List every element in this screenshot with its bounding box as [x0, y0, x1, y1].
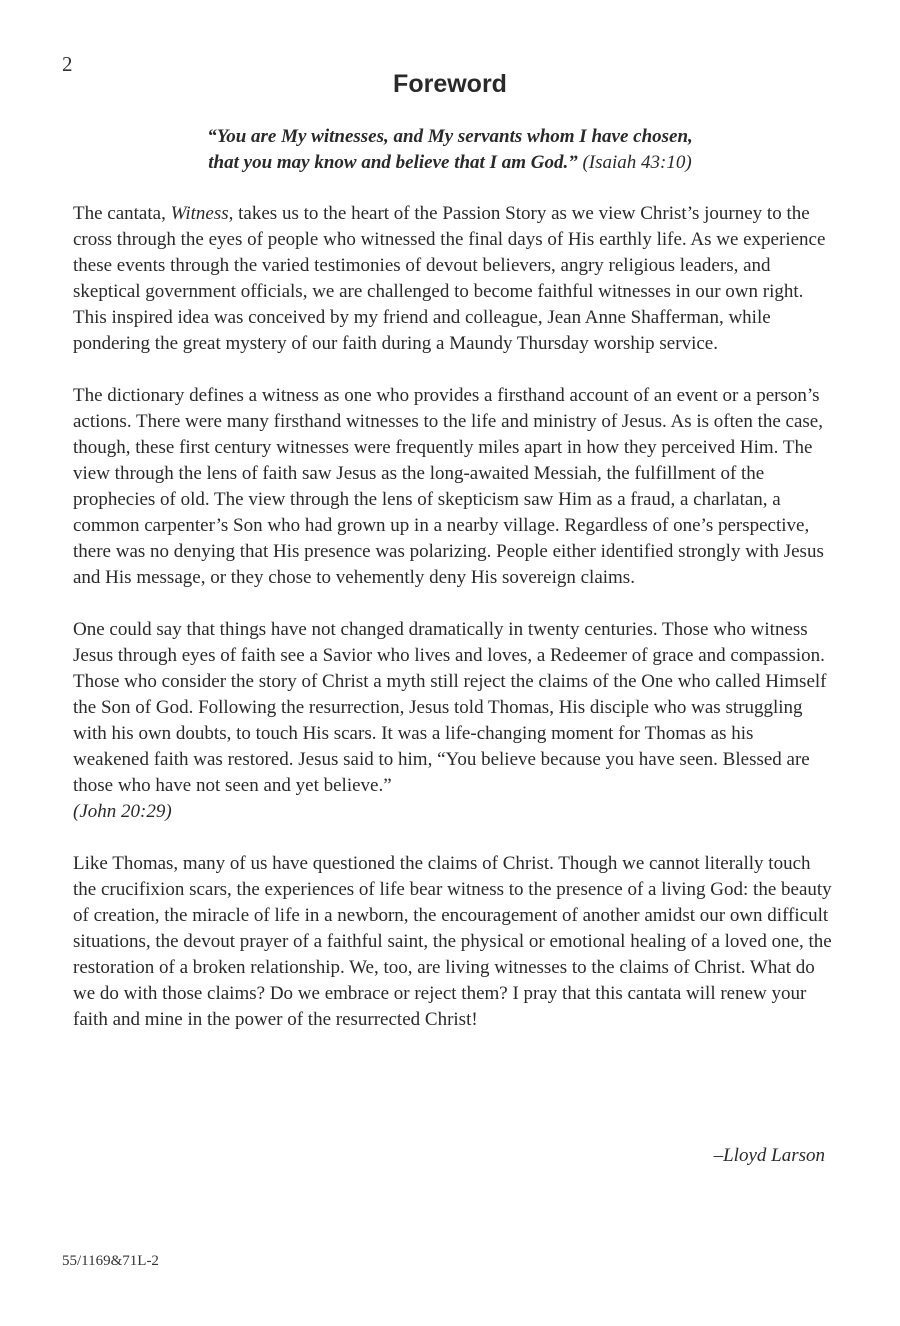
epigraph-line-1: “You are My witnesses, and My servants whom I have chosen,: [207, 126, 693, 147]
epigraph: [0, 124, 900, 175]
paragraph-2: The dictionary defines a witness as one who provides a firsthand account of an event or a person’s actions. There were many firsthand witnesses to the life and ministry of Jesus. As is often the case, though, these first century witnesses were frequently miles apart in how they perceived Him. The view through the lens of faith saw Jesus as the long-awaited Messiah, the fulfillment of the prophecies of old. The view through the lens of skepticism saw Him as a fraud, a charlatan, a common carpenter’s Son who had grown up in a nearby village. Regardless of one’s perspective, there was no denying that His presence was polarizing. People either identified strongly with Jesus and His message, or they chose to vehemently deny His sovereign claims.: [73, 385, 824, 588]
epigraph-line-2: [0, 150, 900, 176]
foreword-body: [73, 201, 833, 1033]
paragraph-1: [73, 201, 833, 357]
paragraph-1-rest: , takes us to the heart of the Passion Story as we view Christ’s journey to the cross through the eyes of people who witnessed the final days of His earthly life. As we experience these events through the varied testimonies of devout believers, angry religious leaders, and skeptical government officials, we are challenged to become faithful witnesses in our own right. This inspired idea was conceived by my friend and colleague, Jean Anne Shafferman, while pondering the great mystery of our faith during a Maundy Thursday worship service.: [73, 203, 826, 354]
epigraph-reference: (Isaiah 43:10): [582, 151, 692, 173]
page-number: 2: [62, 52, 73, 76]
paragraph-3: [73, 617, 833, 825]
paragraph-3-reference: (John 20:29): [73, 801, 172, 822]
cantata-title: Witness: [170, 203, 229, 224]
paragraph-3-main: One could say that things have not changed dramatically in twenty centuries. Those who witness Jesus through eyes of faith see a Savior who lives and loves, a Redeemer of grace and compassion. Those who consider the story of Christ a myth still reject the claims of the One who called Himself the Son of God. Following the resurrection, Jesus told Thomas, His disciple who was struggling with his own doubts, to touch His scars. It was a life-changing moment for Thomas as his weakened faith was restored. Jesus said to him, “You believe because you have seen. Blessed are those who have not seen and yet believe.”: [73, 619, 827, 796]
footer-code: 55/1169&71L-2: [62, 1253, 159, 1269]
page-title: Foreword: [393, 70, 507, 98]
epigraph-quote-end: that you may know and believe that I am God.”: [208, 151, 578, 173]
paragraph-1-start: The cantata,: [73, 203, 171, 224]
paragraph-4: Like Thomas, many of us have questioned the claims of Christ. Though we cannot literally touch the crucifixion scars, the experiences of life bear witness to the presence of a living God: the beauty of creation, the miracle of life in a newborn, the encouragement of another amidst our own difficult situations, the devout prayer of a faithful saint, the physical or emotional healing of a loved one, the restoration of a broken relationship. We, too, are living witnesses to the claims of Christ. What do we do with those claims? Do we embrace or reject them? I pray that this cantata will renew your faith and mine in the power of the resurrected Christ!: [73, 853, 832, 1030]
signature: –Lloyd Larson: [713, 1145, 825, 1166]
